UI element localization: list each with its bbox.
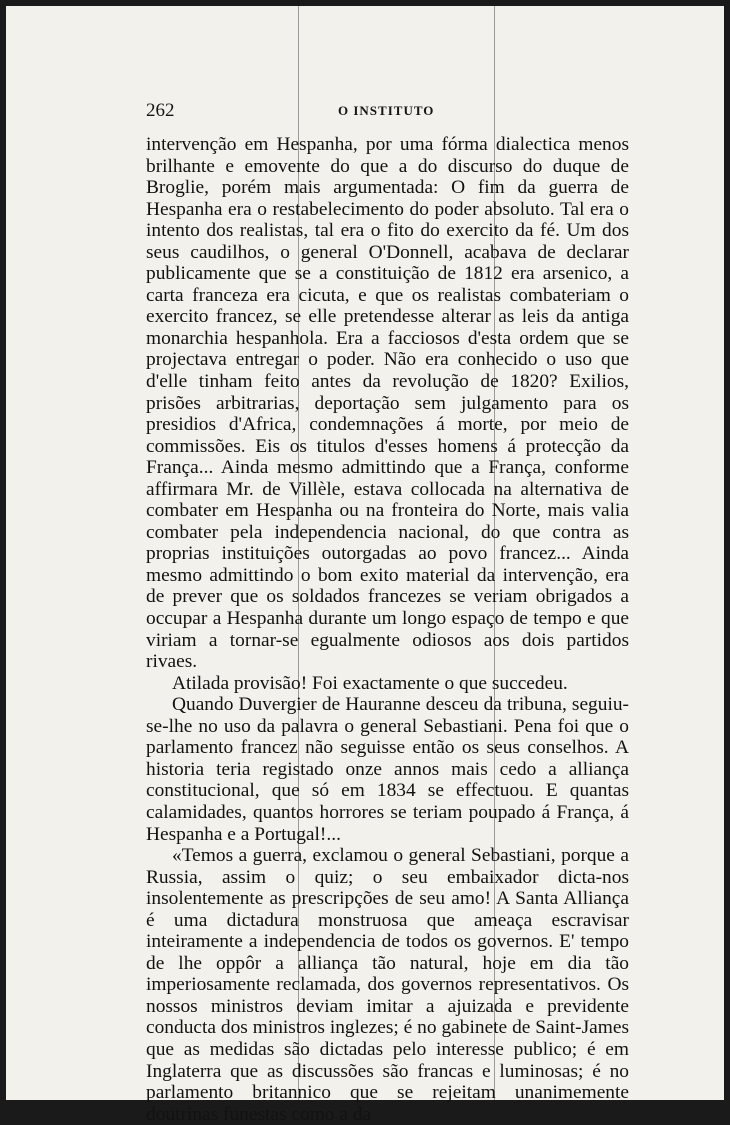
scanned-page xyxy=(6,6,724,1125)
paragraph: intervenção em Hespanha, por uma fórma dialectica menos brilhante e emovente do que a do discurso do duque de Broglie, porém mais argumentada: O fim da guerra de Hespanha era o restabelecimento do poder absoluto. Tal era o intento dos realistas, tal era o fito do exercito da fé. Um dos seus caudilhos, o general O'Donnell, acabava de declarar publicamente que se a constituição de 1812 era arsenico, a carta franceza era cicuta, e que os realistas combateriam o exercito francez, se elle pretendesse alterar as leis da antiga monarchia hespanhola. Era a facciosos d'esta ordem que se projectava entregar o poder. Não era conhecido o uso que d'elle tinham feito antes da revolução de 1820? Exilios, prisões arbitrarias, deportação sem julgamento para os presidios d'Africa, condemnações á morte, por meio de commissões. Eis os titulos d'esses homens á protecção da França... Ainda mesmo admittindo que a França, conforme affirmara Mr. de Villèle, estava collocada na alternativa de combater em Hespanha ou na fronteira do Norte, mais valia combater pela independencia nacional, do que contra as proprias instituições outorgadas ao povo francez... Ainda mesmo admittindo o bom exito material da intervenção, era de prever que os soldados francezes se veriam obrigados a occupar a Hespanha durante um longo espaço de tempo e que viriam a tornar-se egualmente odiosos aos dois partidos rivaes. xyxy=(146,134,629,673)
paragraph: Quando Duvergier de Hauranne desceu da tribuna, seguiu-se-lhe no uso da palavra o general Sebastiani. Pena foi que o parlamento francez não seguisse então os seus conselhos. A historia teria registado onze annos mais cedo a alliança constitucional, que só em 1834 se effectuou. E quantas calamidades, quantos horrores se teriam poupado á França, á Hespanha e a Portugal!... xyxy=(146,694,629,845)
page-header xyxy=(146,100,626,124)
paragraph: Atilada provisão! Foi exactamente o que succedeu. xyxy=(172,672,568,694)
body-text xyxy=(146,134,629,1125)
page-number: 262 xyxy=(146,100,175,121)
paragraph: «Temos a guerra, exclamou o general Sebastiani, porque a Russia, assim o quiz; o seu embaixador dicta-nos insolentemente as prescripções de seu amo! A Santa Alliança é uma dictadura monstruosa que ameaça escravisar inteiramente a independencia de todos os governos. E' tempo de lhe oppôr a alliança tão natural, hoje em dia tão imperiosamente reclamada, dos governos representativos. Os nossos ministros deviam imitar a ajuizada e previdente conducta dos ministros inglezes; é no gabinete de Saint-James que as medidas são dictadas pelo interesse publico; é em Inglaterra que as discussões são francas e luminosas; é no parlamento britannico que se rejeitam unanimemente doutrinas funestas como a da xyxy=(146,845,629,1125)
running-title: O INSTITUTO xyxy=(338,103,435,118)
